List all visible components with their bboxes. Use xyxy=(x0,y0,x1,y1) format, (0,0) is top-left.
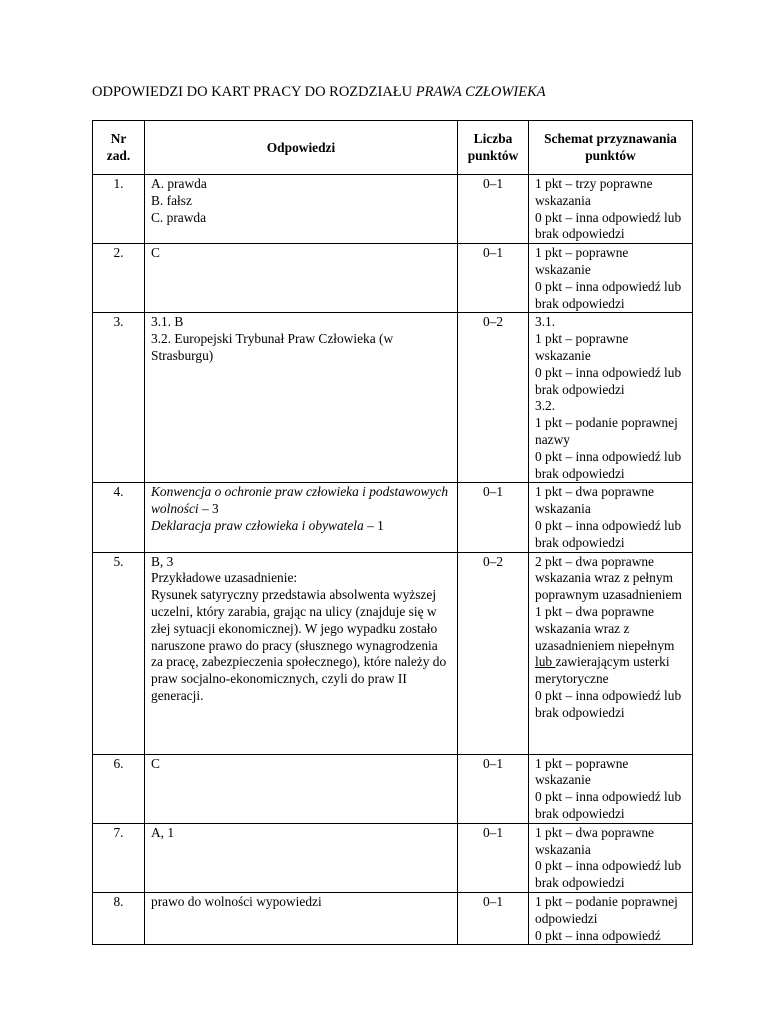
scheme-line: 0 pkt – inna odpowiedź xyxy=(535,927,661,943)
answer-line: Przykładowe uzasadnienie: xyxy=(151,570,298,586)
declaration-value: – 1 xyxy=(363,517,384,533)
answer-cell xyxy=(145,244,458,313)
answer-line xyxy=(151,484,451,518)
title-italic: PRAWA CZŁOWIEKA xyxy=(415,84,546,100)
scheme-line: 0 pkt – inna odpowiedź lub brak odpowiedzi xyxy=(535,364,682,397)
scheme-line: 1 pkt – dwa poprawne wskazania xyxy=(535,484,654,517)
page-title xyxy=(92,84,546,101)
scheme-line: 0 pkt – inna odpowiedź lub brak odpowiedzi xyxy=(535,278,682,311)
answer-cell xyxy=(145,892,458,944)
table-row xyxy=(93,244,693,313)
task-number: 5. xyxy=(93,552,145,754)
scheme-line: 0 pkt – inna odpowiedź lub brak odpowiedzi xyxy=(535,789,682,821)
header-scheme: Schemat przyznawania punktów xyxy=(529,121,693,175)
header-row xyxy=(93,121,693,175)
header-nr: Nr zad. xyxy=(93,121,145,175)
answer-line: 3.1. B xyxy=(151,314,184,330)
task-number: 7. xyxy=(93,823,145,892)
answer-cell xyxy=(145,313,458,483)
answer-line: A. prawda xyxy=(151,176,207,191)
task-number: 4. xyxy=(93,483,145,552)
task-number: 8. xyxy=(93,892,145,944)
task-number: 2. xyxy=(93,244,145,313)
scheme-text: 1 pkt – dwa poprawne wskazania wraz z uzasadnieniem niepełnym xyxy=(535,603,675,653)
convention-value: – 3 xyxy=(198,501,219,517)
scheme-line xyxy=(535,604,686,688)
convention-title: Konwencja o ochronie praw człowieka i podstawowych wolności xyxy=(151,484,449,517)
points-cell: 0–1 xyxy=(458,483,529,552)
answer-line: Rysunek satyryczny przedstawia absolwenta wyższej uczelni, który zarabia, grając na ulicy (znajduje się w złej sytuacji ekonomicznej). W jego wypadku zostało naruszone prawo do pracy (słusznego wynagrodzenia za pracę, zabezpieczenia społecznego), które należy do praw socjalno-ekonomicznych, czyli do praw II generacji. xyxy=(151,587,447,703)
points-cell: 0–2 xyxy=(458,552,529,754)
answer-line: prawo do wolności wypowiedzi xyxy=(151,893,322,909)
scheme-line: 1 pkt – poprawne wskazanie xyxy=(535,331,629,363)
answer-cell xyxy=(145,175,458,244)
table-row xyxy=(93,483,693,552)
table-row xyxy=(93,823,693,892)
points-cell: 0–1 xyxy=(458,823,529,892)
table-row xyxy=(93,552,693,754)
answer-cell xyxy=(145,483,458,552)
answers-table xyxy=(92,120,693,945)
scheme-cell xyxy=(529,483,693,552)
table-row xyxy=(93,313,693,483)
scheme-line: 0 pkt – inna odpowiedź lub brak odpowiedzi xyxy=(535,517,682,550)
answer-cell xyxy=(145,754,458,823)
points-cell: 0–1 xyxy=(458,244,529,313)
scheme-line: 1 pkt – trzy poprawne wskazania xyxy=(535,176,653,208)
task-number: 3. xyxy=(93,313,145,483)
scheme-line: 0 pkt – inna odpowiedź lub brak odpowiedzi xyxy=(535,209,682,242)
scheme-line: 0 pkt – inna odpowiedź lub brak odpowiedzi xyxy=(535,448,682,481)
declaration-title: Deklaracja praw człowieka i obywatela xyxy=(151,517,364,533)
header-answers: Odpowiedzi xyxy=(145,121,458,175)
answer-line: B, 3 xyxy=(151,553,174,569)
points-cell: 0–2 xyxy=(458,313,529,483)
scheme-underlined-word: lub xyxy=(535,654,556,670)
scheme-line: 1 pkt – dwa poprawne wskazania xyxy=(535,824,654,857)
scheme-cell xyxy=(529,552,693,754)
answer-line: C xyxy=(151,755,160,771)
answer-line: C xyxy=(151,245,160,261)
scheme-cell xyxy=(529,754,693,823)
scheme-line: 3.1. xyxy=(535,314,556,330)
scheme-text: zawierającym usterki merytoryczne xyxy=(535,654,670,687)
header-points: Liczba punktów xyxy=(458,121,529,175)
task-number: 6. xyxy=(93,754,145,823)
scheme-cell xyxy=(529,244,693,313)
task-number: 1. xyxy=(93,175,145,244)
points-cell: 0–1 xyxy=(458,175,529,244)
table-row xyxy=(93,754,693,823)
scheme-line: 1 pkt – podanie poprawnej nazwy xyxy=(535,415,678,447)
answer-line: C. prawda xyxy=(151,209,207,225)
scheme-line: 2 pkt – dwa poprawne wskazania wraz z pełnym poprawnym uzasadnieniem xyxy=(535,553,682,603)
scheme-line: 0 pkt – inna odpowiedź lub brak odpowiedzi xyxy=(535,687,682,720)
table-row xyxy=(93,892,693,944)
points-cell: 0–1 xyxy=(458,892,529,944)
answer-line: 3.2. Europejski Trybunał Praw Człowieka (w Strasburgu) xyxy=(151,331,394,363)
answer-cell xyxy=(145,552,458,754)
answer-line xyxy=(151,518,451,535)
answer-cell xyxy=(145,823,458,892)
scheme-line: 0 pkt – inna odpowiedź lub brak odpowiedzi xyxy=(535,858,682,891)
scheme-cell xyxy=(529,313,693,483)
scheme-line: 1 pkt – poprawne wskazanie xyxy=(535,755,629,788)
scheme-line: 1 pkt – podanie poprawnej odpowiedzi xyxy=(535,893,678,926)
points-cell: 0–1 xyxy=(458,754,529,823)
scheme-line: 3.2. xyxy=(535,398,556,414)
answer-line: A, 1 xyxy=(151,824,175,840)
scheme-line: 1 pkt – poprawne wskazanie xyxy=(535,245,629,277)
scheme-cell xyxy=(529,823,693,892)
answer-line: B. fałsz xyxy=(151,192,192,208)
title-main: ODPOWIEDZI DO KART PRACY DO ROZDZIAŁU xyxy=(92,84,416,100)
table-row xyxy=(93,175,693,244)
scheme-cell xyxy=(529,892,693,944)
scheme-cell xyxy=(529,175,693,244)
